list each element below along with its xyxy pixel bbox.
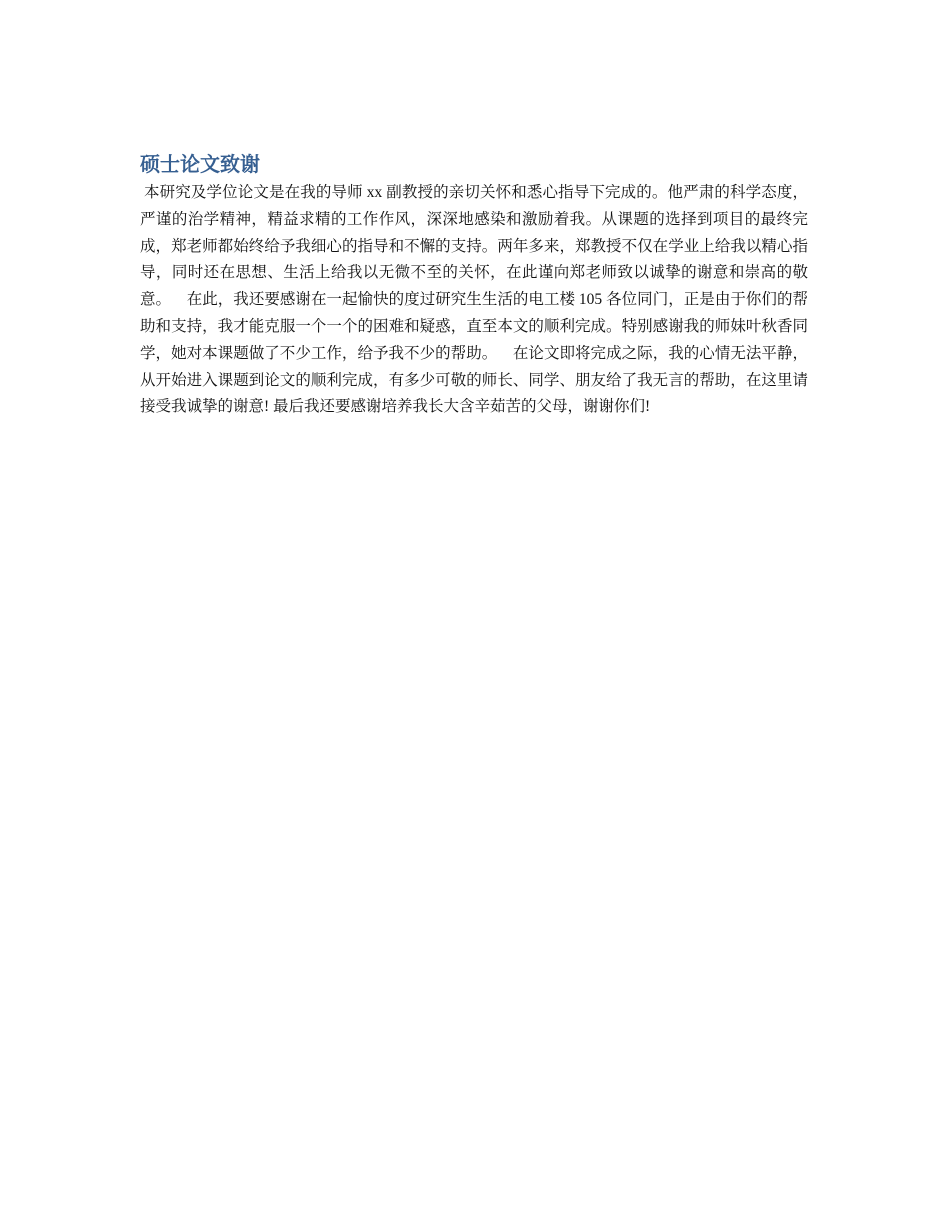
document-title: 硕士论文致谢	[140, 152, 260, 176]
document-content	[140, 150, 808, 421]
document-body-paragraph: 本研究及学位论文是在我的导师 xx 副教授的亲切关怀和悉心指导下完成的。他严肃的科学态度，严谨的治学精神，精益求精的工作作风，深深地感染和激励着我。从课题的选择到项目的最终完成，郑老师都始终给予我细心的指导和不懈的支持。两年多来，郑教授不仅在学业上给我以精心指导，同时还在思想、生活上给我以无微不至的关怀，在此谨向郑老师致以诚挚的谢意和崇高的敬意。 在此，我还要感谢在一起愉快的度过研究生生活的电工楼 105 各位同门，正是由于你们的帮助和支持，我才能克服一个一个的困难和疑惑，直至本文的顺利完成。特别感谢我的师妹叶秋香同学，她对本课题做了不少工作，给予我不少的帮助。 在论文即将完成之际，我的心情无法平静，从开始进入课题到论文的顺利完成，有多少可敬的师长、同学、朋友给了我无言的帮助，在这里请接受我诚挚的谢意! 最后我还要感谢培养我长大含辛茹苦的父母，谢谢你们!	[140, 184, 808, 416]
